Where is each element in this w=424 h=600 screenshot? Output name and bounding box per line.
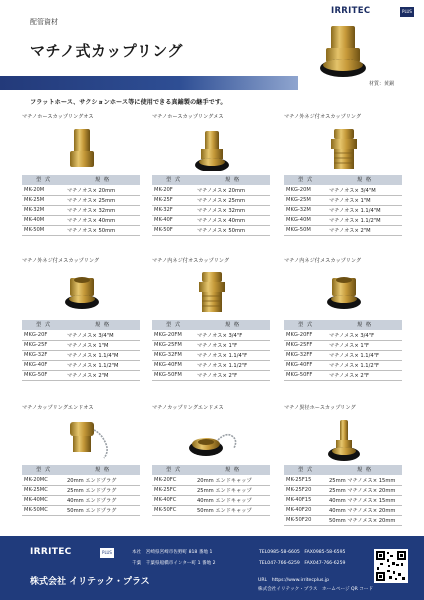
model-cell: MKG-32M xyxy=(284,205,327,215)
spec-table xyxy=(22,320,140,381)
product-photo xyxy=(52,125,112,171)
table-row xyxy=(22,475,140,485)
model-cell: MKG-20M xyxy=(284,185,327,195)
model-cell: MK-40M xyxy=(22,215,65,225)
spec-cell: マチノメス× 32mm xyxy=(195,205,270,215)
model-cell: MKG-25FF xyxy=(284,340,327,350)
model-cell: MK-50M xyxy=(22,225,65,235)
table-header-row xyxy=(284,320,402,330)
table-row xyxy=(284,505,402,515)
spec-cell: マチノメス× 1.1/2"M xyxy=(65,360,140,370)
spec-cell: マチノメス× 1.1/2"F xyxy=(327,360,402,370)
spec-cell: マチノメス× 3/4"F xyxy=(327,330,402,340)
column-header-model: 型 式 xyxy=(152,175,195,185)
model-cell: MK-50F20 xyxy=(284,515,327,525)
section-title: マチノ内ネジ付オスカップリング xyxy=(152,258,230,264)
table-row xyxy=(152,360,270,370)
footer-logo-plus: PLUS xyxy=(100,548,114,558)
model-cell: MK-25FC xyxy=(152,485,195,495)
model-cell: MKG-32F xyxy=(22,350,65,360)
table-row xyxy=(152,370,270,380)
column-header-model: 型 式 xyxy=(284,465,327,475)
model-cell: MK-40F xyxy=(152,215,195,225)
logo-text: IRRITEC xyxy=(331,6,371,16)
table-row xyxy=(22,495,140,505)
column-header-spec: 規 格 xyxy=(65,320,140,330)
spec-cell: マチノオス× 1.1/2"M xyxy=(327,215,402,225)
model-cell: MKG-32FM xyxy=(152,350,195,360)
table-header-row xyxy=(22,175,140,185)
table-row xyxy=(152,225,270,235)
table-row xyxy=(284,475,402,485)
qr-caption: 株式会社イリテック・プラス ホームページ QR コード xyxy=(258,587,374,592)
model-cell: MK-25F xyxy=(152,195,195,205)
table-row xyxy=(152,340,270,350)
spec-cell: マチノメス× 50mm xyxy=(195,225,270,235)
table-row xyxy=(284,495,402,505)
product-photo xyxy=(182,268,242,314)
section-title: マチノ内ネジ付メスカップリング xyxy=(284,258,362,264)
spec-cell: 40mm エンドプラグ xyxy=(65,495,140,505)
spec-cell: マチノオス× 1"F xyxy=(195,340,270,350)
spec-table xyxy=(22,465,140,516)
model-cell: MK-20F xyxy=(152,185,195,195)
table-header-row xyxy=(22,320,140,330)
table-row xyxy=(152,330,270,340)
spec-cell: 20mm エンドキャップ xyxy=(195,475,270,485)
table-row xyxy=(284,185,402,195)
spec-table xyxy=(152,175,270,236)
table-header-row xyxy=(152,465,270,475)
website-url[interactable]: URL https://www.irritecplus.jp xyxy=(258,578,330,583)
product-photo xyxy=(182,416,242,462)
table-row xyxy=(152,350,270,360)
spec-cell: マチノメス× 2"F xyxy=(327,370,402,380)
spec-cell: マチノオス× 1.1/4"F xyxy=(195,350,270,360)
model-cell: MKG-40M xyxy=(284,215,327,225)
table-row xyxy=(22,350,140,360)
spec-cell: 50mm エンドプラグ xyxy=(65,505,140,515)
table-row xyxy=(284,215,402,225)
chiba-address: 千葉 千葉県船橋市インター町 1 番地 2 xyxy=(132,561,216,566)
spec-cell: マチノオス× 2"F xyxy=(195,370,270,380)
spec-cell: マチノメス× 25mm xyxy=(195,195,270,205)
column-header-spec: 規 格 xyxy=(195,175,270,185)
spec-cell: 40mm マチノメス× 15mm xyxy=(327,495,402,505)
spec-table xyxy=(284,175,402,236)
model-cell: MKG-20FM xyxy=(152,330,195,340)
header xyxy=(0,0,424,110)
spec-cell: マチノオス× 50mm xyxy=(65,225,140,235)
model-cell: MKG-25F xyxy=(22,340,65,350)
model-cell: MKG-50M xyxy=(284,225,327,235)
table-row xyxy=(284,360,402,370)
model-cell: MK-20M xyxy=(22,185,65,195)
model-cell: MK-50FC xyxy=(152,505,195,515)
model-cell: MK-25F20 xyxy=(284,485,327,495)
table-row xyxy=(284,195,402,205)
chiba-phone: TEL047-766-6259 FAX047-766-6259 xyxy=(259,561,346,566)
column-header-spec: 規 格 xyxy=(65,175,140,185)
spec-cell: マチノオス× 25mm xyxy=(65,195,140,205)
table-header-row xyxy=(284,175,402,185)
column-header-model: 型 式 xyxy=(152,320,195,330)
table-row xyxy=(152,505,270,515)
model-cell: MKG-25M xyxy=(284,195,327,205)
model-cell: MK-25MC xyxy=(22,485,65,495)
table-row xyxy=(284,370,402,380)
table-row xyxy=(22,225,140,235)
spec-cell: マチノオス× 3/4"M xyxy=(327,185,402,195)
product-photo xyxy=(52,416,112,462)
spec-cell: 40mm エンドキャップ xyxy=(195,495,270,505)
table-header-row xyxy=(284,465,402,475)
column-header-model: 型 式 xyxy=(22,320,65,330)
spec-cell: 25mm エンドキャップ xyxy=(195,485,270,495)
table-row xyxy=(152,475,270,485)
spec-table xyxy=(152,465,270,516)
table-row xyxy=(284,350,402,360)
product-photo xyxy=(314,125,374,171)
spec-table xyxy=(152,320,270,381)
table-row xyxy=(22,215,140,225)
model-cell: MK-40F15 xyxy=(284,495,327,505)
model-cell: MKG-20FF xyxy=(284,330,327,340)
table-row xyxy=(152,205,270,215)
table-row xyxy=(284,225,402,235)
section-title: マチノ外ネジ付メスカップリング xyxy=(22,258,100,264)
qr-code[interactable] xyxy=(374,549,408,583)
spec-cell: マチノメス× 1"M xyxy=(65,340,140,350)
model-cell: MK-25M xyxy=(22,195,65,205)
model-cell: MKG-25FM xyxy=(152,340,195,350)
table-row xyxy=(22,205,140,215)
table-header-row xyxy=(22,465,140,475)
spec-cell: マチノオス× 1"M xyxy=(327,195,402,205)
model-cell: MK-20MC xyxy=(22,475,65,485)
logo-plus: PLUS xyxy=(400,7,414,17)
table-row xyxy=(22,195,140,205)
product-photo xyxy=(182,125,242,171)
table-row xyxy=(22,370,140,380)
table-row xyxy=(284,515,402,525)
material-label: 材質：黄銅 xyxy=(369,81,395,87)
spec-cell: マチノメス× 1"F xyxy=(327,340,402,350)
model-cell: MKG-40F xyxy=(22,360,65,370)
spec-cell: 25mm マチノメス× 15mm xyxy=(327,475,402,485)
model-cell: MKG-50F xyxy=(22,370,65,380)
spec-cell: マチノメス× 2"M xyxy=(65,370,140,380)
column-header-model: 型 式 xyxy=(22,465,65,475)
model-cell: MKG-40FM xyxy=(152,360,195,370)
table-row xyxy=(22,360,140,370)
model-cell: MK-40MC xyxy=(22,495,65,505)
qr-code-icon xyxy=(376,551,406,581)
section-title: マチノホースカップリングオス xyxy=(22,114,94,120)
table-row xyxy=(22,330,140,340)
column-header-model: 型 式 xyxy=(284,175,327,185)
model-cell: MK-32M xyxy=(22,205,65,215)
page-title: マチノ式カップリング xyxy=(30,42,183,60)
section-title: マチノカップリングエンドメス xyxy=(152,405,224,411)
table-row xyxy=(22,185,140,195)
column-header-spec: 規 格 xyxy=(195,465,270,475)
table-row xyxy=(284,330,402,340)
spec-cell: マチノメス× 20mm xyxy=(195,185,270,195)
spec-cell: マチノオス× 40mm xyxy=(65,215,140,225)
hq-phone: TEL0985-58-6605 FAX0985-58-6595 xyxy=(259,550,346,555)
title-banner xyxy=(0,76,298,90)
hq-address: 本社 宮崎県宮崎市佐野町 818 番地 1 xyxy=(132,550,213,555)
spec-cell: 50mm エンドキャップ xyxy=(195,505,270,515)
column-header-spec: 規 格 xyxy=(327,175,402,185)
column-header-spec: 規 格 xyxy=(195,320,270,330)
spec-cell: マチノメス× 3/4"M xyxy=(65,330,140,340)
table-row xyxy=(152,495,270,505)
spec-table xyxy=(284,465,402,526)
table-row xyxy=(152,185,270,195)
model-cell: MKG-20F xyxy=(22,330,65,340)
table-row xyxy=(22,340,140,350)
table-row xyxy=(284,485,402,495)
table-row xyxy=(152,215,270,225)
table-row xyxy=(152,485,270,495)
spec-cell: マチノメス× 40mm xyxy=(195,215,270,225)
spec-cell: 25mm エンドプラグ xyxy=(65,485,140,495)
table-row xyxy=(284,340,402,350)
table-row xyxy=(284,205,402,215)
section-title: マチノ外ネジ付オスカップリング xyxy=(284,114,362,120)
column-header-model: 型 式 xyxy=(152,465,195,475)
column-header-spec: 規 格 xyxy=(65,465,140,475)
model-cell: MKG-50FF xyxy=(284,370,327,380)
column-header-spec: 規 格 xyxy=(327,465,402,475)
column-header-model: 型 式 xyxy=(22,175,65,185)
model-cell: MK-50F xyxy=(152,225,195,235)
table-header-row xyxy=(152,175,270,185)
model-cell: MK-25F15 xyxy=(284,475,327,485)
brand-logo[interactable] xyxy=(331,6,419,20)
spec-table xyxy=(22,175,140,236)
model-cell: MK-40FC xyxy=(152,495,195,505)
product-photo xyxy=(314,416,374,462)
model-cell: MK-20FC xyxy=(152,475,195,485)
company-name: 株式会社 イリテック・プラス xyxy=(30,577,150,587)
product-photo xyxy=(314,268,374,314)
spec-table xyxy=(284,320,402,381)
category-label: 配管資材 xyxy=(30,18,58,26)
lead-text: フラットホース、サクションホース等に使用できる真鍮製の継手です。 xyxy=(30,99,227,106)
spec-cell: マチノオス× 1.1/2"F xyxy=(195,360,270,370)
table-row xyxy=(22,505,140,515)
model-cell: MKG-40FF xyxy=(284,360,327,370)
model-cell: MK-40F20 xyxy=(284,505,327,515)
spec-cell: マチノオス× 2"M xyxy=(327,225,402,235)
spec-cell: マチノオス× 32mm xyxy=(65,205,140,215)
column-header-spec: 規 格 xyxy=(327,320,402,330)
spec-cell: マチノオス× 3/4"F xyxy=(195,330,270,340)
footer-logo[interactable]: IRRITEC xyxy=(30,547,72,557)
spec-cell: 50mm マチノメス× 20mm xyxy=(327,515,402,525)
table-row xyxy=(22,485,140,495)
table-row xyxy=(152,195,270,205)
model-cell: MK-50MC xyxy=(22,505,65,515)
section-title: マチノ異径ホースカップリング xyxy=(284,405,356,411)
column-header-model: 型 式 xyxy=(284,320,327,330)
model-cell: MKG-32FF xyxy=(284,350,327,360)
section-title: マチノホースカップリングメス xyxy=(152,114,224,120)
footer xyxy=(0,536,424,600)
spec-cell: 40mm マチノメス× 20mm xyxy=(327,505,402,515)
spec-cell: マチノオス× 20mm xyxy=(65,185,140,195)
model-cell: MKG-50FM xyxy=(152,370,195,380)
spec-cell: 25mm マチノメス× 20mm xyxy=(327,485,402,495)
hero-coupling-image xyxy=(310,24,376,82)
spec-cell: マチノメス× 1.1/4"M xyxy=(65,350,140,360)
product-photo xyxy=(52,268,112,314)
section-title: マチノカップリングエンドオス xyxy=(22,405,94,411)
spec-cell: マチノオス× 1.1/4"M xyxy=(327,205,402,215)
table-header-row xyxy=(152,320,270,330)
spec-cell: 20mm エンドプラグ xyxy=(65,475,140,485)
model-cell: MK-32F xyxy=(152,205,195,215)
spec-cell: マチノメス× 1.1/4"F xyxy=(327,350,402,360)
